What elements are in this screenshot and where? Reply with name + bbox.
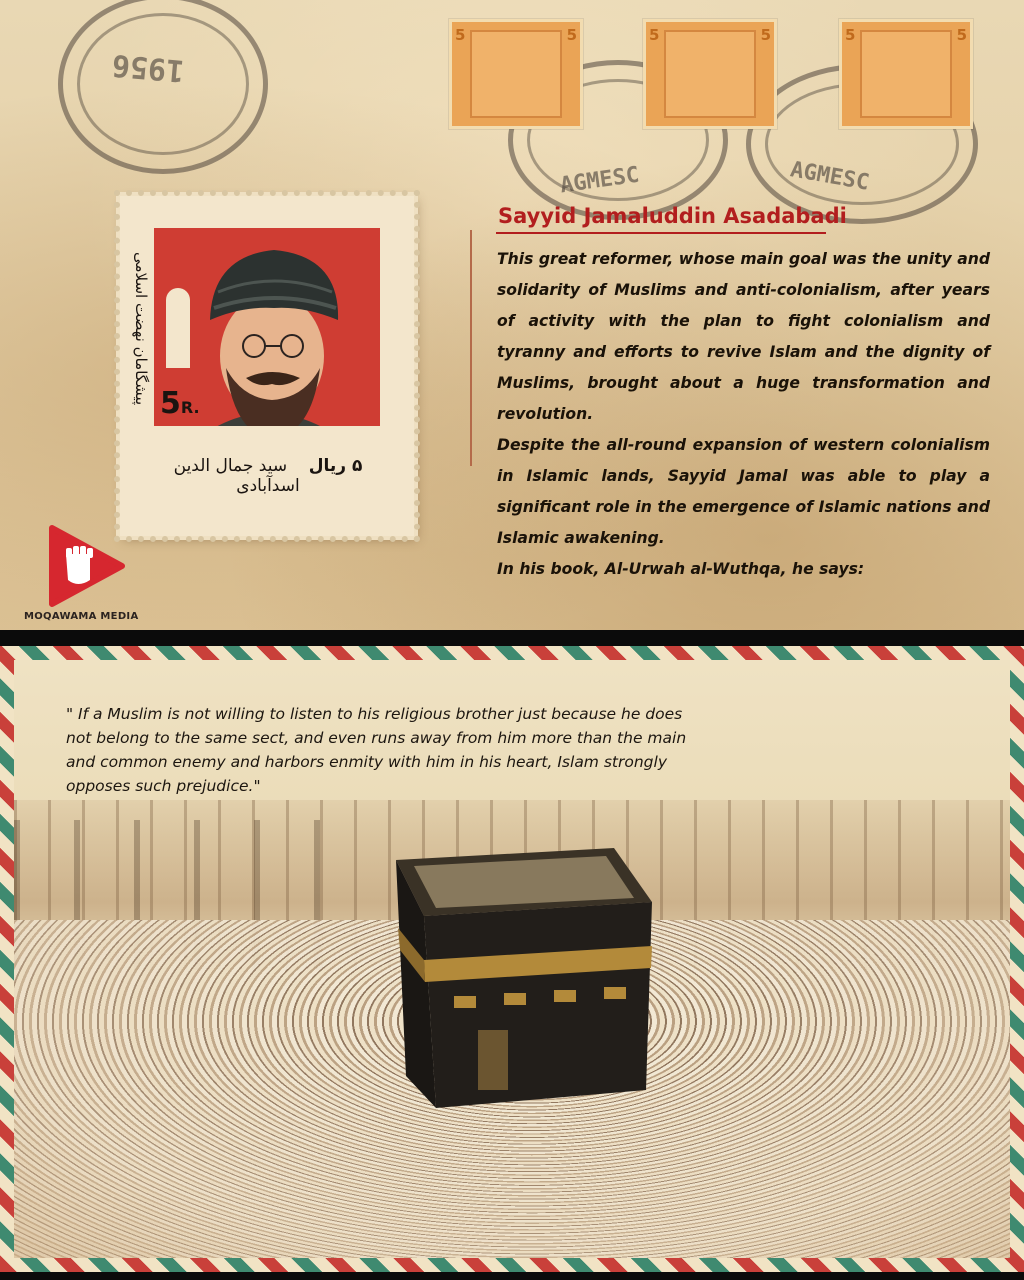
postage-stamp-value: 5 xyxy=(566,26,577,44)
postage-stamp-value: 5 xyxy=(649,26,660,44)
biography-text xyxy=(497,244,990,585)
airmail-envelope xyxy=(0,646,1024,1272)
paragraph-2: Despite the all-round expansion of western colonialism in Islamic lands, Sayyid Jamal was able to play a significant role in the emergence of Islamic nations and Islamic awakening. xyxy=(497,436,990,547)
postmark-left xyxy=(58,0,268,174)
postage-stamp-3 xyxy=(842,22,970,126)
letter-panel xyxy=(0,0,1024,630)
stamp-arabic-name: سید جمال الدین اسدآبادی xyxy=(173,456,300,496)
moqawama-logo-icon xyxy=(44,524,128,608)
postmark-left-text: 1956 xyxy=(110,46,186,89)
quote-card xyxy=(14,660,1010,1258)
title-underline xyxy=(496,232,826,234)
postage-stamp-value: 5 xyxy=(455,26,466,44)
postmark-right-text: AGMESC xyxy=(788,157,872,196)
paragraph-3: In his book, Al-Urwah al-Wuthqa, he says: xyxy=(497,560,865,578)
quote-text: " If a Muslim is not willing to listen to his religious brother just because he does not belong to the same sect, and even runs away from him more than the main and common enemy and harbors enmity with him in his heart, Islam strongly opposes such prejudice." xyxy=(66,705,687,795)
postage-stamp-value: 5 xyxy=(956,26,967,44)
vertical-divider xyxy=(470,230,472,466)
postmark-middle-text: AGMESC xyxy=(558,162,641,199)
postage-stamp-value: 5 xyxy=(845,26,856,44)
kaaba-icon xyxy=(384,840,684,1140)
logo-text: MOQAWAMA MEDIA xyxy=(24,611,139,622)
portrait-stamp xyxy=(120,196,414,536)
panel-divider xyxy=(0,630,1024,646)
paragraph-1: This great reformer, whose main goal was the unity and solidarity of Muslims and anti-colonialism, after years of activity with the plan to fight colonialism and tyranny and efforts to revive Islam and the dignity of Muslims, brought about a huge transformation and revolution. xyxy=(497,250,990,423)
stamp-arabic-caption xyxy=(156,456,380,496)
postage-stamp-1 xyxy=(452,22,580,126)
kaaba-scene xyxy=(14,800,1010,1258)
postage-stamp-2 xyxy=(646,22,774,126)
page-title: Sayyid Jamaluddin Asadabadi xyxy=(498,204,847,228)
stamp-arabic-value: ۵ ریال xyxy=(308,456,363,476)
postage-stamp-value: 5 xyxy=(760,26,771,44)
stamp-value: 5R. xyxy=(160,386,200,421)
stamp-side-text: پیشگامان نهضت اسلامی xyxy=(132,252,150,406)
